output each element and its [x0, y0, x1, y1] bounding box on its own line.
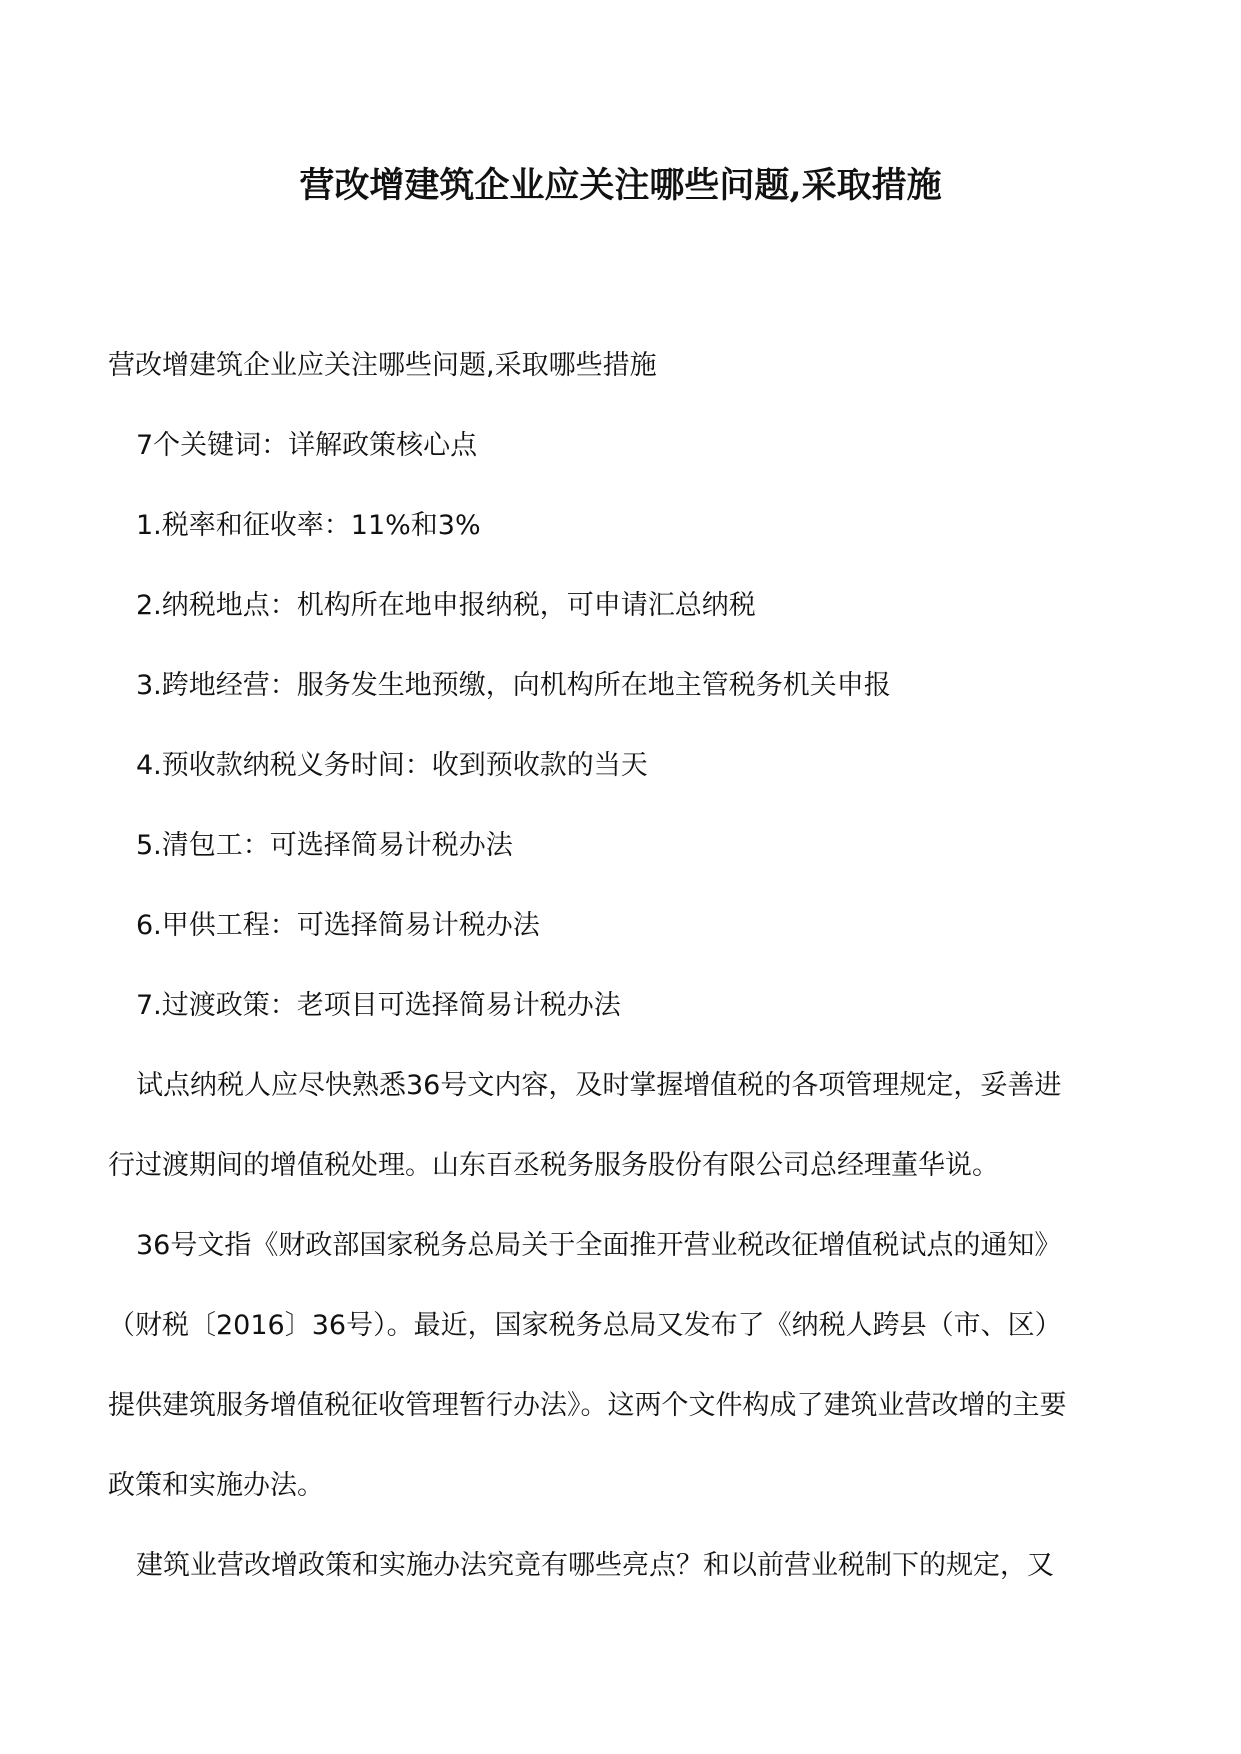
list-item: 1.税率和征收率：11%和3% — [136, 510, 481, 541]
subtitle: 营改增建筑企业应关注哪些问题,采取哪些措施 — [108, 350, 657, 381]
list-item: 5.清包工：可选择简易计税办法 — [136, 830, 513, 861]
paragraph-line: （财税〔2016〕36号）。最近，国家税务总局又发布了《纳税人跨县（市、区） — [108, 1310, 1062, 1341]
list-item: 2.纳税地点：机构所在地申报纳税，可申请汇总纳税 — [136, 590, 756, 621]
paragraph-line: 政策和实施办法。 — [108, 1470, 324, 1501]
list-item: 3.跨地经营：服务发生地预缴，向机构所在地主管税务机关申报 — [136, 670, 891, 701]
paragraph-line: 36号文指《财政部国家税务总局关于全面推开营业税改征增值税试点的通知》 — [136, 1230, 1062, 1261]
paragraph-line: 建筑业营改增政策和实施办法究竟有哪些亮点？和以前营业税制下的规定，又 — [136, 1550, 1054, 1581]
list-item: 7.过渡政策：老项目可选择简易计税办法 — [136, 990, 621, 1021]
paragraph-line: 行过渡期间的增值税处理。山东百丞税务服务股份有限公司总经理董华说。 — [108, 1150, 999, 1181]
list-item: 6.甲供工程：可选择简易计税办法 — [136, 910, 540, 941]
list-item: 4.预收款纳税义务时间：收到预收款的当天 — [136, 750, 648, 781]
keywords-heading: 7个关键词：详解政策核心点 — [136, 430, 478, 461]
paragraph-line: 提供建筑服务增值税征收管理暂行办法》。这两个文件构成了建筑业营改增的主要 — [108, 1390, 1067, 1421]
page-title: 营改增建筑企业应关注哪些问题,采取措施 — [299, 165, 942, 206]
paragraph-line: 试点纳税人应尽快熟悉36号文内容，及时掌握增值税的各项管理规定，妥善进 — [136, 1070, 1062, 1101]
